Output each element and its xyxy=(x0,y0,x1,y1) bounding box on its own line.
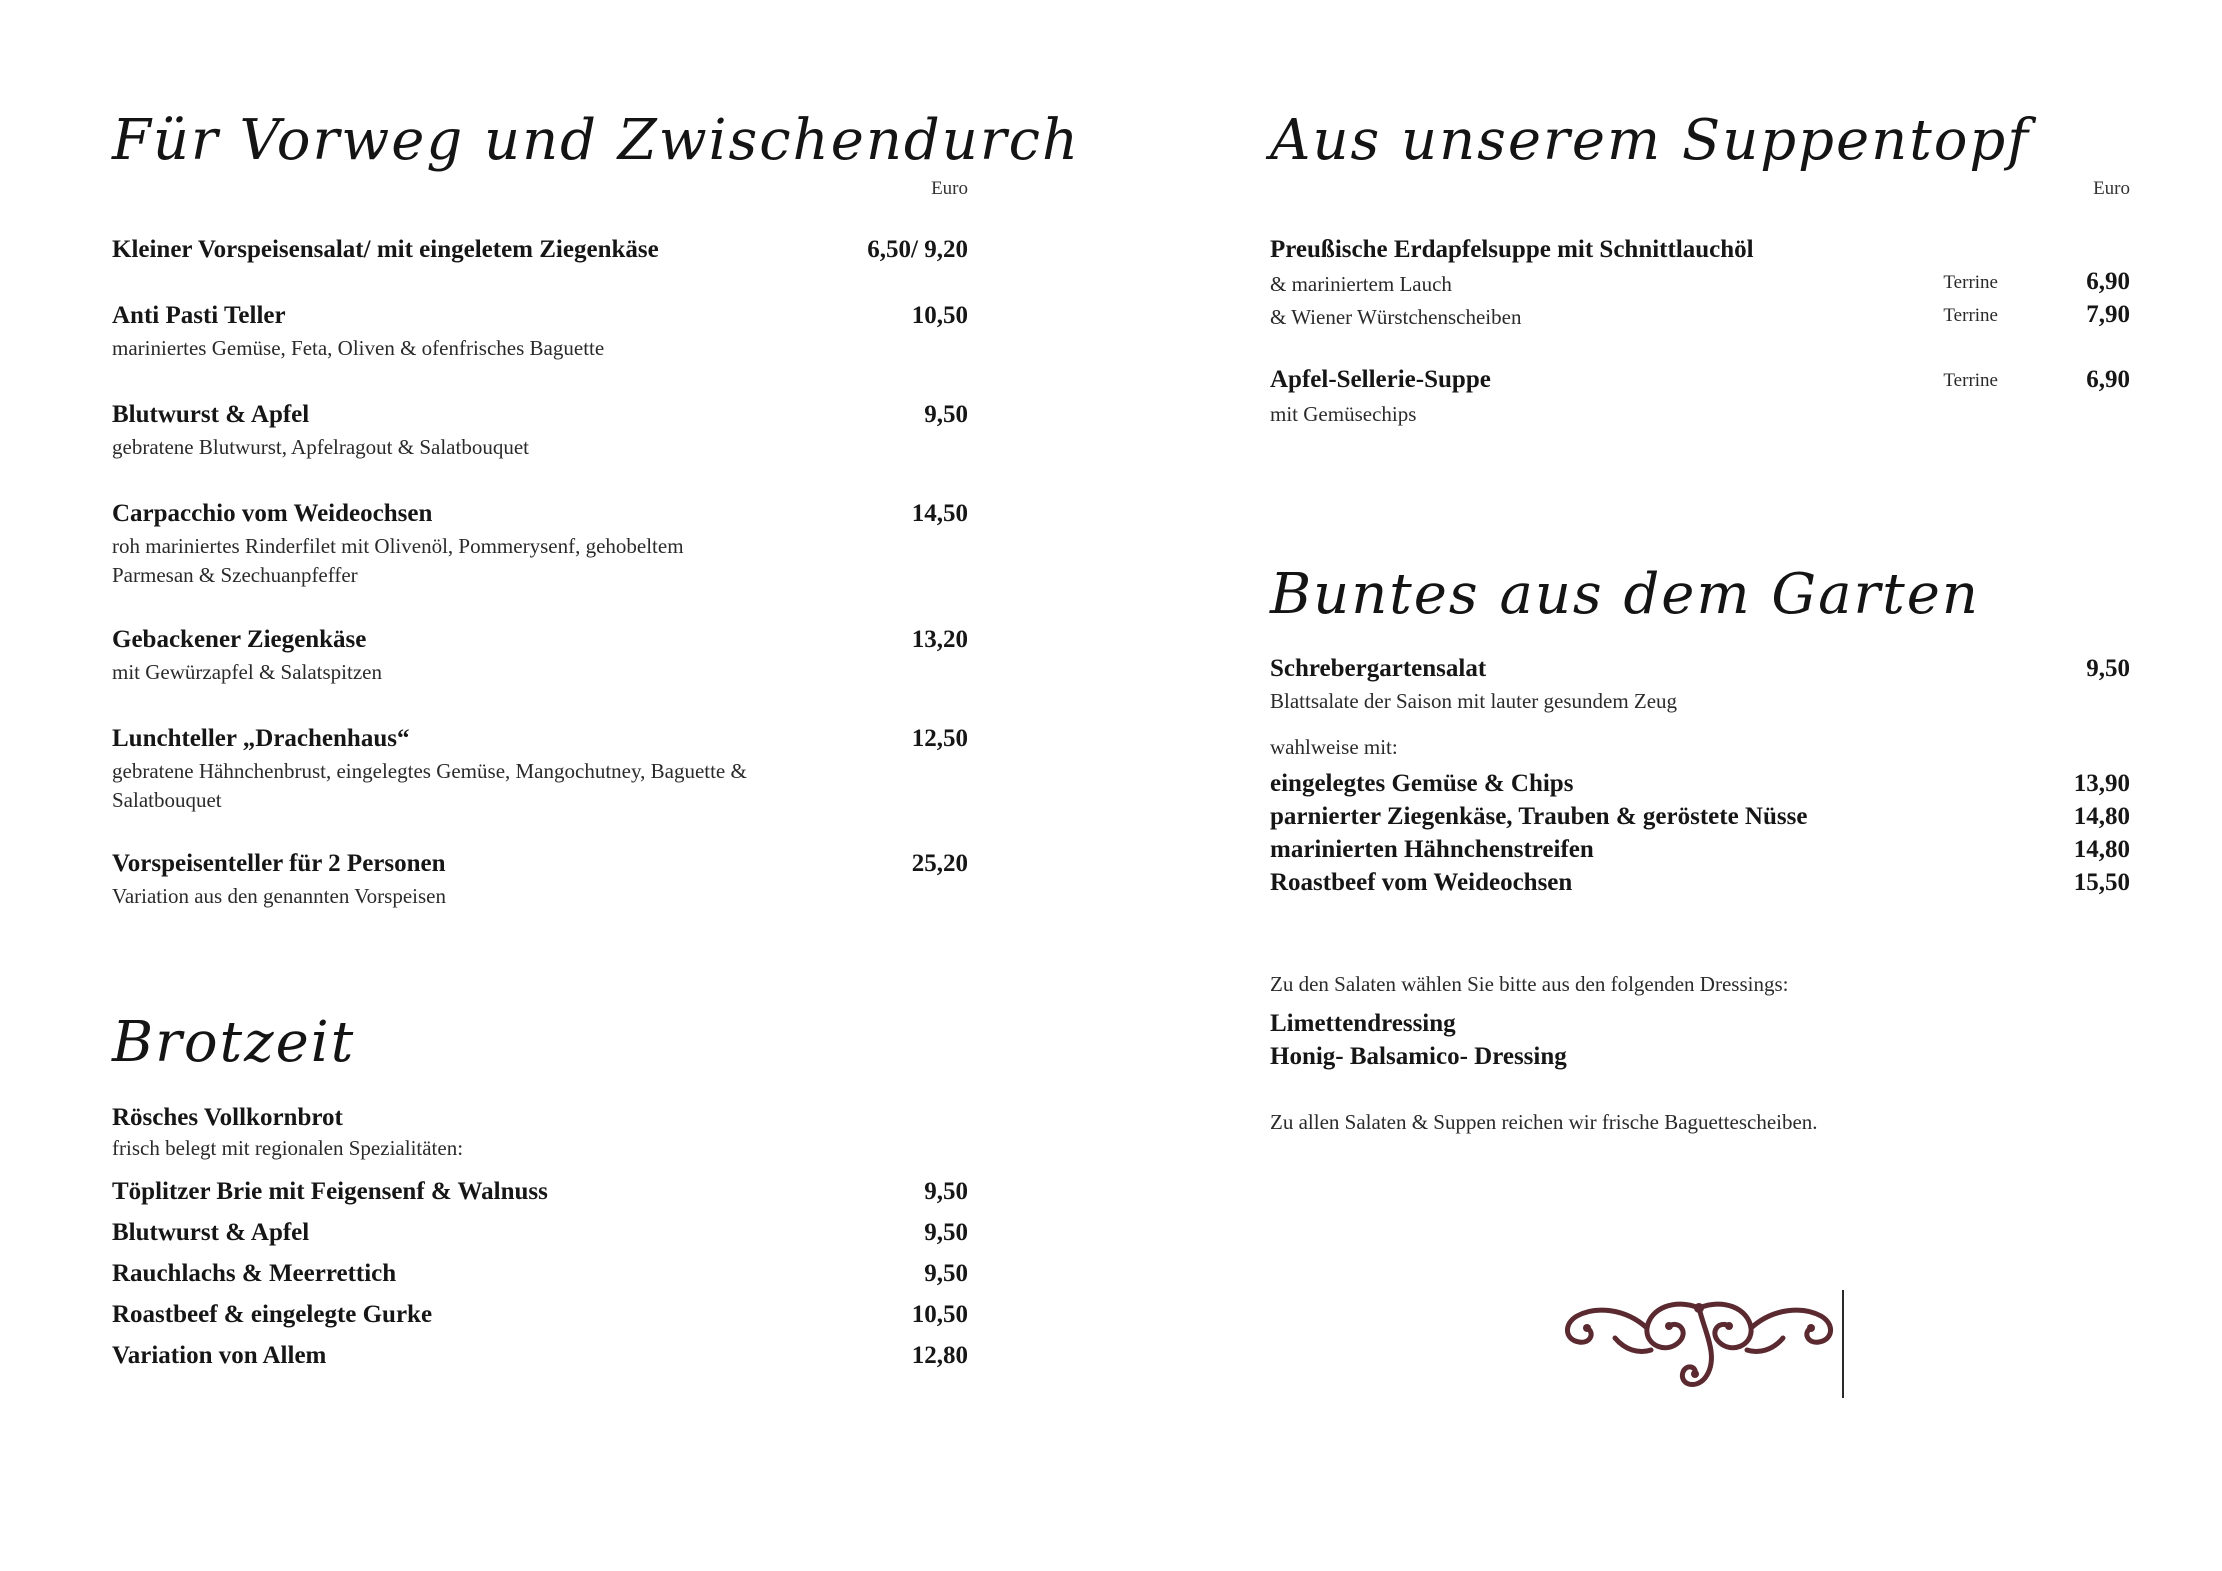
menu-item xyxy=(1270,836,2130,864)
menu-item xyxy=(112,850,968,911)
currency-label: Euro xyxy=(2093,178,2130,199)
item-price: 6,90 xyxy=(2086,366,2130,393)
dressing-intro-row xyxy=(1270,972,2130,997)
item-name: Töplitzer Brie mit Feigensenf & Walnuss xyxy=(112,1178,548,1205)
item-price: 12,80 xyxy=(911,1342,968,1369)
item-price: 6,50/ 9,20 xyxy=(867,236,968,263)
menu-item xyxy=(1270,366,2130,399)
options-label-row xyxy=(1270,735,2130,760)
brotzeit-title: Brotzeit xyxy=(112,1010,356,1075)
item-name: eingelegtes Gemüse & Chips xyxy=(1270,770,1574,797)
baguette-note: Zu allen Salaten & Suppen reichen wir frische Baguettescheiben. xyxy=(1270,1110,1818,1134)
options-label: wahlweise mit: xyxy=(1270,735,1398,759)
item-name: Apfel-Sellerie-Suppe xyxy=(1270,366,1491,393)
dressing-item xyxy=(1270,1043,2130,1071)
menu-item xyxy=(1270,236,2130,264)
item-name: Lunchteller „Drachenhaus“ xyxy=(112,725,410,752)
soup-variant xyxy=(1270,268,2130,301)
item-price: 9,50 xyxy=(2086,655,2130,682)
item-name: Vorspeisenteller für 2 Personen xyxy=(112,850,446,877)
item-description: gebratene Blutwurst, Apfelragout & Salatbouquet xyxy=(112,435,529,459)
dressing-intro: Zu den Salaten wählen Sie bitte aus den folgenden Dressings: xyxy=(1270,972,1789,996)
item-description: roh mariniertes Rinderfilet mit Olivenöl, Pommerysenf, gehobeltem Parmesan & Szechuanpfeffer xyxy=(112,534,684,587)
item-price: 25,20 xyxy=(911,850,968,877)
dressing-name: Limettendressing xyxy=(1270,1010,1456,1037)
menu-item xyxy=(112,401,968,462)
menu-item xyxy=(112,1301,968,1329)
item-price: 9,50 xyxy=(924,401,968,428)
soups-title: Aus unserem Suppentopf xyxy=(1270,108,2030,173)
item-price: 14,80 xyxy=(2073,836,2130,863)
menu-item xyxy=(112,725,968,815)
menu-item xyxy=(1270,655,2130,716)
menu-item xyxy=(112,1178,968,1206)
serving-size: Terrine xyxy=(1943,272,1998,293)
item-name: Rösches Vollkornbrot xyxy=(112,1104,343,1131)
menu-item xyxy=(112,302,968,363)
soup-variant xyxy=(1270,301,2130,334)
item-description: mit Gemüsechips xyxy=(1270,402,1417,426)
item-description: mit Gewürzapfel & Salatspitzen xyxy=(112,660,382,684)
menu-item xyxy=(112,1342,968,1370)
item-name: Gebackener Ziegenkäse xyxy=(112,626,367,653)
item-name: Variation von Allem xyxy=(112,1342,327,1369)
item-price: 14,50 xyxy=(911,500,968,527)
item-description: gebratene Hähnchenbrust, eingelegtes Gemüse, Mangochutney, Baguette & Salatbouquet xyxy=(112,759,747,812)
item-price: 14,80 xyxy=(2073,803,2130,830)
menu-item xyxy=(1270,869,2130,897)
currency-label: Euro xyxy=(931,178,968,199)
item-price: 10,50 xyxy=(911,302,968,329)
serving-size: Terrine xyxy=(1943,305,1998,326)
item-name: Roastbeef & eingelegte Gurke xyxy=(112,1301,433,1328)
ornament-divider-line xyxy=(1842,1290,1844,1398)
dressing-name: Honig- Balsamico- Dressing xyxy=(1270,1043,1567,1070)
item-price: 12,50 xyxy=(911,725,968,752)
item-name: Blutwurst & Apfel xyxy=(112,401,310,428)
starters-title: Für Vorweg und Zwischendurch xyxy=(112,108,1081,173)
menu-item xyxy=(112,1260,968,1288)
menu-item xyxy=(112,500,968,590)
item-name: Schrebergartensalat xyxy=(1270,655,1487,682)
item-description: frisch belegt mit regionalen Spezialitäten: xyxy=(112,1136,464,1160)
item-name: Kleiner Vorspeisensalat/ mit eingeletem Ziegenkäse xyxy=(112,236,659,263)
menu-item xyxy=(112,626,968,687)
item-description-row xyxy=(1270,402,2130,427)
item-price: 13,20 xyxy=(911,626,968,653)
item-name: Anti Pasti Teller xyxy=(112,302,286,329)
item-description: mariniertes Gemüse, Feta, Oliven & ofenfrisches Baguette xyxy=(112,336,605,360)
item-price: 7,90 xyxy=(2086,301,2130,328)
item-price: 6,90 xyxy=(2086,268,2130,295)
item-name: Blutwurst & Apfel xyxy=(112,1219,310,1246)
variant-text: & mariniertem Lauch xyxy=(1270,272,1452,296)
item-name: marinierten Hähnchenstreifen xyxy=(1270,836,1594,863)
menu-item xyxy=(112,1219,968,1247)
item-name: Rauchlachs & Meerrettich xyxy=(112,1260,397,1287)
serving-size: Terrine xyxy=(1943,370,1998,391)
item-price: 15,50 xyxy=(2073,869,2130,896)
item-name: parnierter Ziegenkäse, Trauben & geröstete Nüsse xyxy=(1270,803,1808,830)
garden-title: Buntes aus dem Garten xyxy=(1270,562,1980,627)
menu-item xyxy=(112,236,968,264)
variant-text: & Wiener Würstchenscheiben xyxy=(1270,305,1522,329)
item-description: Blattsalate der Saison mit lauter gesundem Zeug xyxy=(1270,689,1678,713)
item-price: 13,90 xyxy=(2073,770,2130,797)
item-name: Carpacchio vom Weideochsen xyxy=(112,500,433,527)
item-price: 10,50 xyxy=(911,1301,968,1328)
item-price: 9,50 xyxy=(924,1178,968,1205)
menu-item xyxy=(1270,770,2130,798)
item-description: Variation aus den genannten Vorspeisen xyxy=(112,884,446,908)
menu-item xyxy=(1270,803,2130,831)
dressing-item xyxy=(1270,1010,2130,1038)
item-price: 9,50 xyxy=(924,1260,968,1287)
item-name: Roastbeef vom Weideochsen xyxy=(1270,869,1573,896)
item-price: 9,50 xyxy=(924,1219,968,1246)
note-row xyxy=(1270,1110,2130,1135)
baroque-scroll-ornament-icon xyxy=(1555,1288,1843,1398)
item-name: Preußische Erdapfelsuppe mit Schnittlauchöl xyxy=(1270,236,1754,263)
brotzeit-intro xyxy=(112,1104,968,1163)
